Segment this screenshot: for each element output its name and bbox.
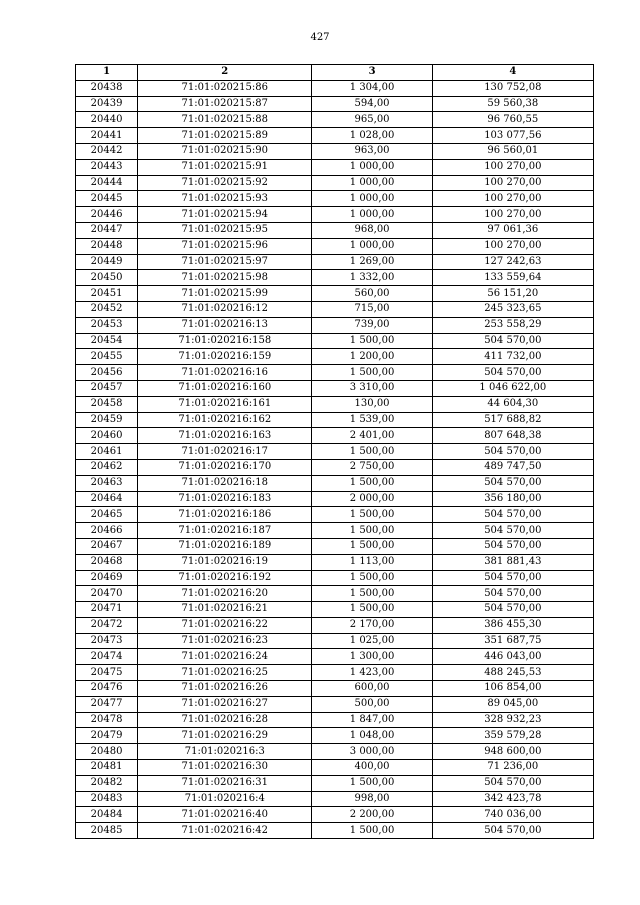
table-row (76, 665, 594, 681)
area-cell: 1 500,00 (312, 586, 432, 602)
table-row (76, 554, 594, 570)
cadastral-number-cell: 71:01:020215:98 (138, 270, 312, 286)
row-number-cell: 20468 (76, 554, 138, 570)
value-cell: 133 559,64 (432, 270, 593, 286)
cadastral-number-cell: 71:01:020216:16 (138, 365, 312, 381)
row-number-cell: 20467 (76, 538, 138, 554)
cadastral-number-cell: 71:01:020216:183 (138, 491, 312, 507)
area-cell: 1 000,00 (312, 238, 432, 254)
cadastral-number-cell: 71:01:020216:162 (138, 412, 312, 428)
area-cell: 1 500,00 (312, 507, 432, 523)
value-cell: 517 688,82 (432, 412, 593, 428)
area-cell: 965,00 (312, 112, 432, 128)
row-number-cell: 20463 (76, 475, 138, 491)
value-cell: 71 236,00 (432, 760, 593, 776)
row-number-cell: 20479 (76, 728, 138, 744)
row-number-cell: 20443 (76, 159, 138, 175)
table-row (76, 602, 594, 618)
table-body (76, 80, 594, 838)
cadastral-number-cell: 71:01:020215:96 (138, 238, 312, 254)
cadastral-number-cell: 71:01:020215:99 (138, 286, 312, 302)
value-cell: 948 600,00 (432, 744, 593, 760)
row-number-cell: 20454 (76, 333, 138, 349)
area-cell: 1 423,00 (312, 665, 432, 681)
value-cell: 342 423,78 (432, 791, 593, 807)
table-row (76, 333, 594, 349)
value-cell: 44 604,30 (432, 396, 593, 412)
row-number-cell: 20453 (76, 317, 138, 333)
table-row (76, 222, 594, 238)
table-row (76, 649, 594, 665)
row-number-cell: 20450 (76, 270, 138, 286)
value-cell: 504 570,00 (432, 475, 593, 491)
row-number-cell: 20465 (76, 507, 138, 523)
row-number-cell: 20438 (76, 80, 138, 96)
cadastral-number-cell: 71:01:020216:18 (138, 475, 312, 491)
row-number-cell: 20458 (76, 396, 138, 412)
row-number-cell: 20485 (76, 823, 138, 839)
row-number-cell: 20439 (76, 96, 138, 112)
area-cell: 1 269,00 (312, 254, 432, 270)
table-row (76, 728, 594, 744)
row-number-cell: 20475 (76, 665, 138, 681)
row-number-cell: 20455 (76, 349, 138, 365)
area-cell: 1 500,00 (312, 333, 432, 349)
value-cell: 351 687,75 (432, 633, 593, 649)
value-cell: 489 747,50 (432, 459, 593, 475)
cadastral-number-cell: 71:01:020216:192 (138, 570, 312, 586)
page-number: 427 (310, 32, 330, 43)
table-row (76, 696, 594, 712)
row-number-cell: 20448 (76, 238, 138, 254)
table-row (76, 175, 594, 191)
cadastral-number-cell: 71:01:020216:161 (138, 396, 312, 412)
table-row (76, 491, 594, 507)
value-cell: 89 045,00 (432, 696, 593, 712)
cadastral-number-cell: 71:01:020216:4 (138, 791, 312, 807)
table-row (76, 143, 594, 159)
area-cell: 1 000,00 (312, 159, 432, 175)
table-row (76, 317, 594, 333)
value-cell: 100 270,00 (432, 175, 593, 191)
table-row (76, 96, 594, 112)
row-number-cell: 20451 (76, 286, 138, 302)
cadastral-number-cell: 71:01:020216:25 (138, 665, 312, 681)
cadastral-number-cell: 71:01:020216:26 (138, 681, 312, 697)
table-row (76, 365, 594, 381)
cadastral-number-cell: 71:01:020215:90 (138, 143, 312, 159)
value-cell: 504 570,00 (432, 602, 593, 618)
row-number-cell: 20466 (76, 523, 138, 539)
row-number-cell: 20473 (76, 633, 138, 649)
cadastral-number-cell: 71:01:020216:13 (138, 317, 312, 333)
area-cell: 715,00 (312, 301, 432, 317)
cadastral-number-cell: 71:01:020216:23 (138, 633, 312, 649)
row-number-cell: 20478 (76, 712, 138, 728)
row-number-cell: 20482 (76, 775, 138, 791)
table-row (76, 412, 594, 428)
table-row (76, 254, 594, 270)
cadastral-number-cell: 71:01:020216:12 (138, 301, 312, 317)
table-row (76, 760, 594, 776)
value-cell: 504 570,00 (432, 444, 593, 460)
cadastral-number-cell: 71:01:020216:159 (138, 349, 312, 365)
value-cell: 1 046 622,00 (432, 380, 593, 396)
area-cell: 2 750,00 (312, 459, 432, 475)
value-cell: 446 043,00 (432, 649, 593, 665)
area-cell: 1 000,00 (312, 207, 432, 223)
table-row (76, 349, 594, 365)
value-cell: 504 570,00 (432, 333, 593, 349)
area-cell: 1 113,00 (312, 554, 432, 570)
value-cell: 504 570,00 (432, 823, 593, 839)
value-cell: 504 570,00 (432, 570, 593, 586)
table-row (76, 791, 594, 807)
area-cell: 500,00 (312, 696, 432, 712)
table-row (76, 128, 594, 144)
value-cell: 504 570,00 (432, 586, 593, 602)
value-cell: 100 270,00 (432, 159, 593, 175)
cadastral-number-cell: 71:01:020216:40 (138, 807, 312, 823)
value-cell: 100 270,00 (432, 191, 593, 207)
value-cell: 807 648,38 (432, 428, 593, 444)
table-row (76, 586, 594, 602)
table-row (76, 444, 594, 460)
row-number-cell: 20446 (76, 207, 138, 223)
cadastral-number-cell: 71:01:020216:28 (138, 712, 312, 728)
area-cell: 1 500,00 (312, 538, 432, 554)
cadastral-number-cell: 71:01:020215:88 (138, 112, 312, 128)
table-row (76, 507, 594, 523)
table-row (76, 712, 594, 728)
cadastral-number-cell: 71:01:020216:189 (138, 538, 312, 554)
area-cell: 594,00 (312, 96, 432, 112)
header-col-3: 3 (312, 65, 432, 81)
row-number-cell: 20457 (76, 380, 138, 396)
table-row (76, 744, 594, 760)
cadastral-number-cell: 71:01:020216:31 (138, 775, 312, 791)
table-row (76, 159, 594, 175)
cadastral-number-cell: 71:01:020216:24 (138, 649, 312, 665)
value-cell: 59 560,38 (432, 96, 593, 112)
table-row (76, 617, 594, 633)
table-row (76, 475, 594, 491)
area-cell: 1 500,00 (312, 775, 432, 791)
area-cell: 1 500,00 (312, 570, 432, 586)
value-cell: 97 061,36 (432, 222, 593, 238)
area-cell: 1 539,00 (312, 412, 432, 428)
value-cell: 100 270,00 (432, 238, 593, 254)
area-cell: 3 310,00 (312, 380, 432, 396)
area-cell: 560,00 (312, 286, 432, 302)
area-cell: 1 000,00 (312, 175, 432, 191)
table-row (76, 112, 594, 128)
table-row (76, 570, 594, 586)
cadastral-number-cell: 71:01:020215:87 (138, 96, 312, 112)
value-cell: 504 570,00 (432, 523, 593, 539)
value-cell: 245 323,65 (432, 301, 593, 317)
cadastral-number-cell: 71:01:020216:158 (138, 333, 312, 349)
cadastral-number-cell: 71:01:020216:29 (138, 728, 312, 744)
area-cell: 1 500,00 (312, 475, 432, 491)
table-row (76, 807, 594, 823)
area-cell: 1 847,00 (312, 712, 432, 728)
table-row (76, 681, 594, 697)
cadastral-number-cell: 71:01:020216:20 (138, 586, 312, 602)
value-cell: 740 036,00 (432, 807, 593, 823)
area-cell: 2 401,00 (312, 428, 432, 444)
row-number-cell: 20477 (76, 696, 138, 712)
area-cell: 1 200,00 (312, 349, 432, 365)
value-cell: 504 570,00 (432, 538, 593, 554)
row-number-cell: 20452 (76, 301, 138, 317)
area-cell: 1 500,00 (312, 523, 432, 539)
area-cell: 3 000,00 (312, 744, 432, 760)
value-cell: 356 180,00 (432, 491, 593, 507)
row-number-cell: 20460 (76, 428, 138, 444)
value-cell: 504 570,00 (432, 365, 593, 381)
cadastral-number-cell: 71:01:020215:93 (138, 191, 312, 207)
cadastral-number-cell: 71:01:020215:95 (138, 222, 312, 238)
row-number-cell: 20480 (76, 744, 138, 760)
row-number-cell: 20470 (76, 586, 138, 602)
area-cell: 1 304,00 (312, 80, 432, 96)
area-cell: 400,00 (312, 760, 432, 776)
area-cell: 1 500,00 (312, 823, 432, 839)
cadastral-number-cell: 71:01:020215:92 (138, 175, 312, 191)
row-number-cell: 20476 (76, 681, 138, 697)
cadastral-number-cell: 71:01:020216:21 (138, 602, 312, 618)
row-number-cell: 20444 (76, 175, 138, 191)
value-cell: 130 752,08 (432, 80, 593, 96)
table-header (76, 65, 594, 81)
row-number-cell: 20483 (76, 791, 138, 807)
area-cell: 963,00 (312, 143, 432, 159)
value-cell: 359 579,28 (432, 728, 593, 744)
area-cell: 2 000,00 (312, 491, 432, 507)
header-col-1: 1 (76, 65, 138, 81)
value-cell: 96 760,55 (432, 112, 593, 128)
table-row (76, 775, 594, 791)
table-row (76, 286, 594, 302)
area-cell: 968,00 (312, 222, 432, 238)
row-number-cell: 20462 (76, 459, 138, 475)
table-row (76, 238, 594, 254)
table-row (76, 396, 594, 412)
value-cell: 56 151,20 (432, 286, 593, 302)
value-cell: 96 560,01 (432, 143, 593, 159)
row-number-cell: 20459 (76, 412, 138, 428)
table-row (76, 270, 594, 286)
area-cell: 1 048,00 (312, 728, 432, 744)
row-number-cell: 20471 (76, 602, 138, 618)
cadastral-number-cell: 71:01:020215:94 (138, 207, 312, 223)
cadastral-number-cell: 71:01:020215:86 (138, 80, 312, 96)
cadastral-number-cell: 71:01:020216:3 (138, 744, 312, 760)
area-cell: 1 332,00 (312, 270, 432, 286)
cadastral-number-cell: 71:01:020216:186 (138, 507, 312, 523)
header-col-4: 4 (432, 65, 593, 81)
table-row (76, 191, 594, 207)
value-cell: 504 570,00 (432, 507, 593, 523)
area-cell: 2 200,00 (312, 807, 432, 823)
cadastral-number-cell: 71:01:020216:17 (138, 444, 312, 460)
table-row (76, 80, 594, 96)
table-row (76, 633, 594, 649)
row-number-cell: 20469 (76, 570, 138, 586)
table-row (76, 823, 594, 839)
value-cell: 253 558,29 (432, 317, 593, 333)
cadastral-number-cell: 71:01:020216:163 (138, 428, 312, 444)
value-cell: 488 245,53 (432, 665, 593, 681)
cadastral-number-cell: 71:01:020216:27 (138, 696, 312, 712)
row-number-cell: 20456 (76, 365, 138, 381)
value-cell: 127 242,63 (432, 254, 593, 270)
value-cell: 504 570,00 (432, 775, 593, 791)
row-number-cell: 20481 (76, 760, 138, 776)
area-cell: 1 500,00 (312, 365, 432, 381)
area-cell: 998,00 (312, 791, 432, 807)
cadastral-number-cell: 71:01:020215:97 (138, 254, 312, 270)
table-row (76, 459, 594, 475)
area-cell: 130,00 (312, 396, 432, 412)
value-cell: 411 732,00 (432, 349, 593, 365)
header-row (76, 65, 594, 81)
area-cell: 739,00 (312, 317, 432, 333)
cadastral-number-cell: 71:01:020215:89 (138, 128, 312, 144)
row-number-cell: 20461 (76, 444, 138, 460)
row-number-cell: 20442 (76, 143, 138, 159)
table-row (76, 301, 594, 317)
value-cell: 328 932,23 (432, 712, 593, 728)
table-row (76, 380, 594, 396)
value-cell: 103 077,56 (432, 128, 593, 144)
cadastral-number-cell: 71:01:020215:91 (138, 159, 312, 175)
row-number-cell: 20441 (76, 128, 138, 144)
header-col-2: 2 (138, 65, 312, 81)
value-cell: 100 270,00 (432, 207, 593, 223)
table-row (76, 523, 594, 539)
data-table (75, 64, 594, 839)
area-cell: 2 170,00 (312, 617, 432, 633)
area-cell: 1 025,00 (312, 633, 432, 649)
value-cell: 386 455,30 (432, 617, 593, 633)
row-number-cell: 20464 (76, 491, 138, 507)
cadastral-number-cell: 71:01:020216:30 (138, 760, 312, 776)
row-number-cell: 20440 (76, 112, 138, 128)
row-number-cell: 20445 (76, 191, 138, 207)
value-cell: 106 854,00 (432, 681, 593, 697)
area-cell: 1 300,00 (312, 649, 432, 665)
cadastral-number-cell: 71:01:020216:170 (138, 459, 312, 475)
cadastral-number-cell: 71:01:020216:160 (138, 380, 312, 396)
cadastral-number-cell: 71:01:020216:22 (138, 617, 312, 633)
row-number-cell: 20472 (76, 617, 138, 633)
table-row (76, 538, 594, 554)
row-number-cell: 20474 (76, 649, 138, 665)
table-row (76, 428, 594, 444)
area-cell: 1 000,00 (312, 191, 432, 207)
row-number-cell: 20484 (76, 807, 138, 823)
row-number-cell: 20447 (76, 222, 138, 238)
table-row (76, 207, 594, 223)
cadastral-number-cell: 71:01:020216:187 (138, 523, 312, 539)
row-number-cell: 20449 (76, 254, 138, 270)
value-cell: 381 881,43 (432, 554, 593, 570)
cadastral-number-cell: 71:01:020216:42 (138, 823, 312, 839)
area-cell: 600,00 (312, 681, 432, 697)
area-cell: 1 500,00 (312, 444, 432, 460)
area-cell: 1 028,00 (312, 128, 432, 144)
area-cell: 1 500,00 (312, 602, 432, 618)
cadastral-number-cell: 71:01:020216:19 (138, 554, 312, 570)
